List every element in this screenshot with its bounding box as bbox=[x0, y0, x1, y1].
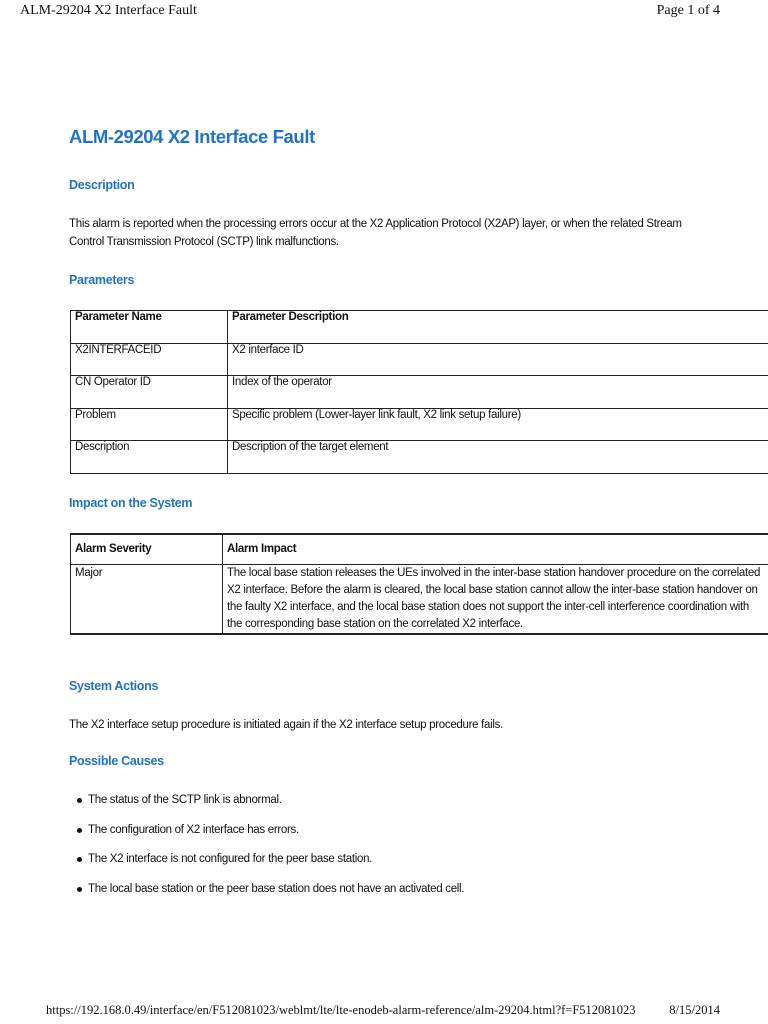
table-cell: Major bbox=[71, 564, 223, 634]
table-cell: Description of the target element bbox=[228, 441, 768, 474]
table-row bbox=[71, 343, 768, 376]
table-row bbox=[71, 441, 768, 474]
bullet-icon bbox=[77, 798, 82, 803]
table-cell: Specific problem (Lower-layer link fault, X2 link setup failure) bbox=[228, 408, 768, 441]
column-header: Alarm Severity bbox=[71, 534, 223, 564]
table-header-row bbox=[71, 311, 768, 344]
print-footer bbox=[46, 1003, 720, 1018]
table-cell: Description bbox=[71, 441, 228, 474]
section-heading-system-actions: System Actions bbox=[69, 679, 159, 693]
parameters-table bbox=[70, 310, 768, 474]
table-header-row bbox=[71, 534, 768, 564]
table-cell: X2INTERFACEID bbox=[71, 343, 228, 376]
bullet-icon bbox=[77, 857, 82, 862]
table-cell: Problem bbox=[71, 408, 228, 441]
section-heading-possible-causes: Possible Causes bbox=[69, 754, 164, 768]
list-item bbox=[69, 845, 464, 875]
page-url: https://192.168.0.49/interface/en/F512081023/weblmt/lte/lte-enodeb-alarm-reference/alm-29204.html?f=F512081023 bbox=[46, 1003, 636, 1017]
table-row bbox=[71, 564, 768, 634]
column-header: Parameter Description bbox=[228, 311, 768, 344]
possible-causes-list bbox=[69, 786, 464, 904]
table-row bbox=[71, 376, 768, 409]
section-heading-parameters: Parameters bbox=[69, 273, 135, 287]
list-item-text: The X2 interface is not configured for the peer base station. bbox=[88, 853, 373, 865]
table-cell: CN Operator ID bbox=[71, 376, 228, 409]
list-item bbox=[69, 786, 464, 816]
table-cell: Index of the operator bbox=[228, 376, 768, 409]
list-item bbox=[69, 816, 464, 846]
column-header: Parameter Name bbox=[71, 311, 228, 344]
column-header: Alarm Impact bbox=[223, 534, 768, 564]
description-text: This alarm is reported when the processing errors occur at the X2 Application Protocol (X2AP) layer, or when the related Stream Control Transmission Protocol (SCTP) link malfunctions. bbox=[69, 218, 682, 248]
list-item bbox=[69, 875, 464, 905]
section-heading-description: Description bbox=[69, 178, 135, 192]
table-cell: X2 interface ID bbox=[228, 343, 768, 376]
list-item-text: The local base station or the peer base station does not have an activated cell. bbox=[88, 882, 465, 895]
list-item-text: The status of the SCTP link is abnormal. bbox=[88, 794, 282, 806]
page-number: Page 1 of 4 bbox=[656, 3, 720, 18]
bullet-icon bbox=[77, 887, 82, 892]
print-header bbox=[20, 3, 720, 19]
impact-table bbox=[70, 533, 768, 635]
section-heading-impact: Impact on the System bbox=[69, 496, 193, 510]
table-cell: The local base station releases the UEs involved in the inter-base station handover procedure on the correlated X2 interface. Before the alarm is cleared, the local base station cannot allow the inter-base station handover on the faulty X2 interface, and the local base station does not support the inter-cell interference coordination with the corresponding base station on the correlated X2 interface. bbox=[223, 564, 768, 634]
print-date: 8/15/2014 bbox=[669, 1003, 720, 1017]
system-actions-text: The X2 interface setup procedure is initiated again if the X2 interface setup procedure fails. bbox=[69, 719, 503, 731]
bullet-icon bbox=[77, 828, 82, 833]
list-item-text: The configuration of X2 interface has errors. bbox=[88, 823, 299, 836]
print-header-title: ALM-29204 X2 Interface Fault bbox=[20, 3, 197, 18]
page-title: ALM-29204 X2 Interface Fault bbox=[69, 126, 315, 147]
table-row bbox=[71, 408, 768, 441]
